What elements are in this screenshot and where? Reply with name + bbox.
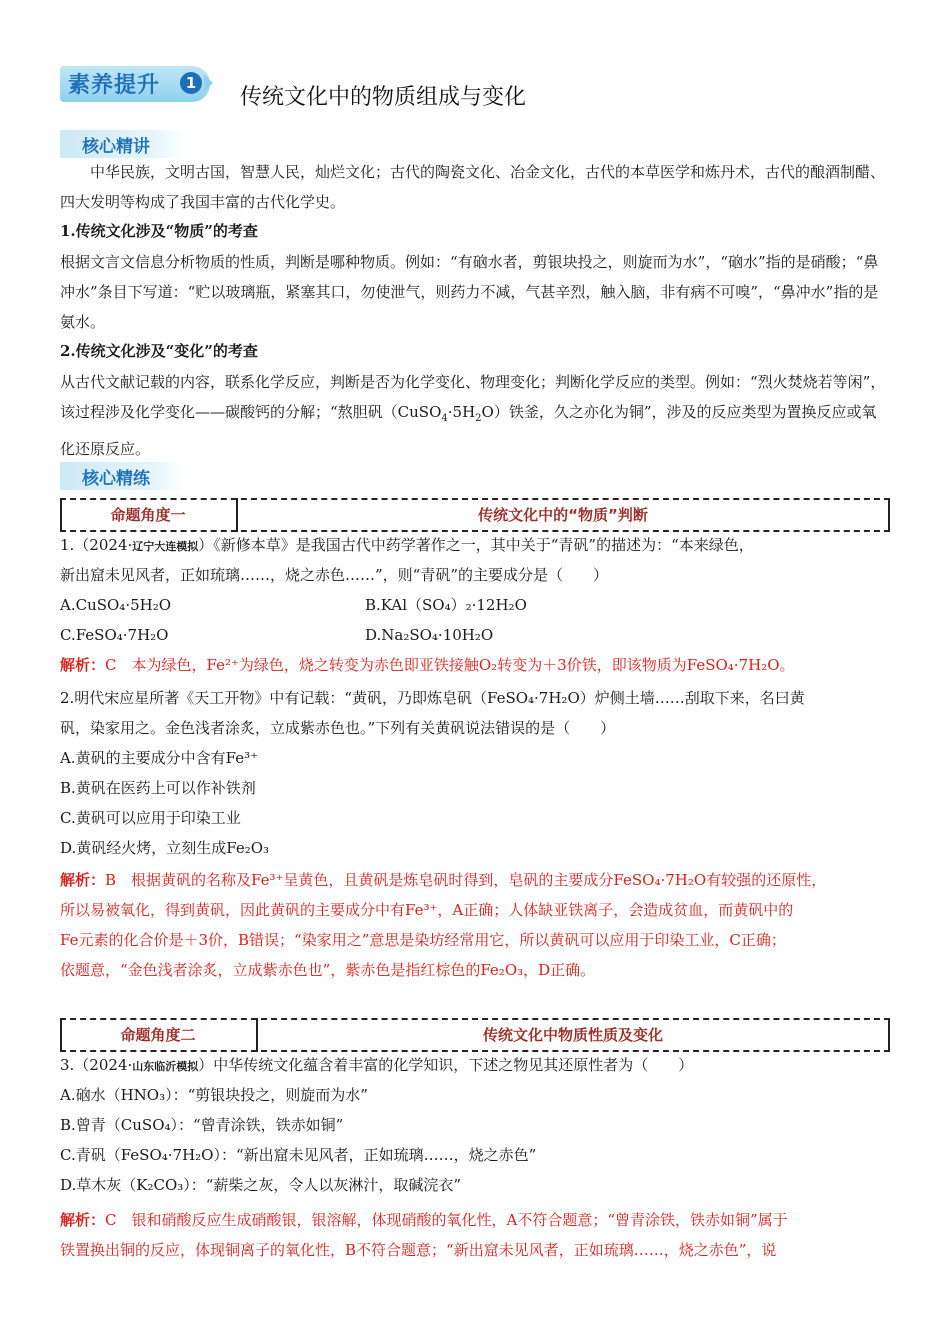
q2-analysis-line4: 依题意，“金色浅者涂炙，立成紫赤色也”，紫赤色是指红棕色的Fe₂O₃，D正确。 [60, 961, 596, 979]
q1-analysis-text: C 本为绿色，Fe²⁺为绿色，烧之转变为赤色即亚铁接触O₂转变为＋3价铁，即该物质为FeSO₄·7H₂O。 [105, 656, 795, 674]
angle-topic: 传统文化中的“物质”判断 [478, 506, 648, 524]
analysis-label: 解析： [60, 871, 106, 889]
q2-stem-line1: 2.明代宋应星所著《天工开物》中有记载：“黄矾，乃即炼皂矾（FeSO₄·7H₂O）炉侧土墙……刮取下来，名曰黄 [60, 689, 805, 707]
section-tag-core-explain [60, 130, 185, 158]
q2-analysis-line3: Fe元素的化合价是＋3价，B错误；“染家用之”意思是染坊经常用它，所以黄矾可以应用于印染工业，C正确； [60, 931, 786, 949]
analysis-label: 解析： [60, 1211, 106, 1229]
sub-2: 2 [475, 413, 482, 424]
q3-option-a: A.硇水（HNO₃）：“剪银块投之，则旋而为水” [60, 1086, 368, 1104]
angle-topic: 传统文化中物质性质及变化 [482, 1026, 663, 1044]
analysis-label: 解析： [60, 656, 106, 674]
badge-arrow-icon [204, 74, 213, 92]
q1-source: 辽宁大连模拟 [132, 540, 199, 553]
q2-stem-line2: 矾，染家用之。金色浅者涂炙，立成紫赤色也。”下列有关黄矾说法错误的是（ ） [60, 719, 616, 737]
q3-option-b: B.曾青（CuSO₄）：“曾青涂铁，铁赤如铜” [60, 1116, 344, 1134]
q1-option-b: B.KAl（SO₄）₂·12H₂O [365, 596, 527, 614]
intro-paragraph: 中华民族，文明古国，智慧人民，灿烂文化；古代的陶瓷文化、冶金文化，古代的本草医学和炼丹术，古代的酿酒制醋、四大发明等构成了我国丰富的古代化学史。 [60, 163, 886, 211]
angle-label: 命题角度一 [110, 506, 186, 524]
q3-stem [60, 1050, 890, 1082]
point2-body-a: 从古代文献记载的内容，联系化学反应，判断是否为化学变化、物理变化；判断化学反应的类型。例如：“烈火焚烧若等闲”，该过程涉及化学变化——碳酸钙的分解；“熬胆矾（CuSO [60, 373, 886, 421]
badge-number: 1 [180, 72, 202, 94]
q2-option-b: B.黄矾在医药上可以作补铁剂 [60, 779, 256, 797]
point2-body-c: O）铁釜，久之亦化为铜”，涉及的反应类型为置换反应或氧化还原反应。 [60, 403, 877, 458]
q3-option-d: D.草木灰（K₂CO₃）：“薪柴之灰，令人以灰淋汁，取碱浣衣” [60, 1176, 462, 1194]
point1-body: 根据文言文信息分析物质的性质，判断是哪种物质。例如：“有硇水者，剪银块投之，则旋而为水”，“硇水”指的是硝酸；“鼻冲水”条目下写道：“贮以玻璃瓶，紧塞其口，勿使泄气，则药力不减，气甚辛烈，触入脑，非有病不可嗅”，“鼻冲水”指的是氨水。 [60, 253, 879, 331]
q1-option-d: D.Na₂SO₄·10H₂O [365, 626, 494, 644]
q1-stem-line1 [60, 530, 890, 562]
section-tag-core-practice [60, 462, 185, 490]
section-badge [60, 66, 210, 102]
page-header [60, 66, 890, 110]
q3-number: 3.（2024· [60, 1056, 133, 1074]
q1-analysis [60, 650, 890, 680]
section-tag-label: 核心精讲 [82, 137, 150, 157]
q3-analysis-text-1: C 银和硝酸反应生成硝酸银，银溶解，体现硝酸的氧化性，A不符合题意；“曾青涂铁，铁赤如铜”属于 [105, 1211, 788, 1229]
point2-body-b: ·5H [447, 403, 476, 421]
q2-option-a: A.黄矾的主要成分中含有Fe³⁺ [60, 749, 258, 767]
angle-bar-2 [60, 1018, 890, 1052]
q1-option-c: C.FeSO₄·7H₂O [60, 626, 169, 644]
q3-stem-text: ）中华传统文化蕴含着丰富的化学知识，下述之物见其还原性者为（ ） [198, 1056, 694, 1074]
point2-title: 2.传统文化涉及“变化”的考查 [60, 342, 258, 360]
q3-option-c: C.青矾（FeSO₄·7H₂O）：“新出窟未见风者，正如琉璃……，烧之赤色” [60, 1146, 537, 1164]
q3-source: 山东临沂模拟 [132, 1060, 199, 1073]
q2-analysis-line1 [60, 865, 890, 895]
q2-option-d: D.黄矾经火烤，立刻生成Fe₂O₃ [60, 839, 270, 857]
q3-analysis-line2: 铁置换出铜的反应，体现铜离子的氧化性，B不符合题意；“新出窟未见风者，正如琉璃……，烧之赤色”，说 [60, 1241, 777, 1259]
angle-bar-1 [60, 498, 890, 532]
angle-label: 命题角度二 [120, 1026, 196, 1044]
q3-analysis-line1 [60, 1205, 890, 1235]
q1-stem-a: ）《新修本草》是我国古代中药学著作之一，其中关于“青矾”的描述为：“本来绿色， [198, 536, 754, 554]
section-tag-label: 核心精练 [82, 469, 150, 489]
q2-option-c: C.黄矾可以应用于印染工业 [60, 809, 241, 827]
q1-option-a: A.CuSO₄·5H₂O [60, 596, 172, 614]
q1-stem-line2: 新出窟未见风者，正如琉璃……，烧之赤色……”，则“青矾”的主要成分是（ ） [60, 566, 609, 584]
q1-number: 1.（2024· [60, 536, 133, 554]
badge-label: 素养提升 [68, 73, 161, 98]
q2-analysis-line2: 所以易被氧化，得到黄矾，因此黄矾的主要成分中有Fe³⁺，A正确；人体缺亚铁离子，会造成贫血，而黄矾中的 [60, 901, 794, 919]
page-title: 传统文化中的物质组成与变化 [240, 85, 527, 110]
point1-title: 1.传统文化涉及“物质”的考查 [60, 222, 258, 240]
sub-4: 4 [441, 413, 448, 424]
point2-body [60, 367, 890, 464]
q2-analysis-text-1: B 根据黄矾的名称及Fe³⁺呈黄色，且黄矾是炼皂矾时得到，皂矾的主要成分FeSO₄·7H₂O有较强的还原性， [105, 871, 827, 889]
